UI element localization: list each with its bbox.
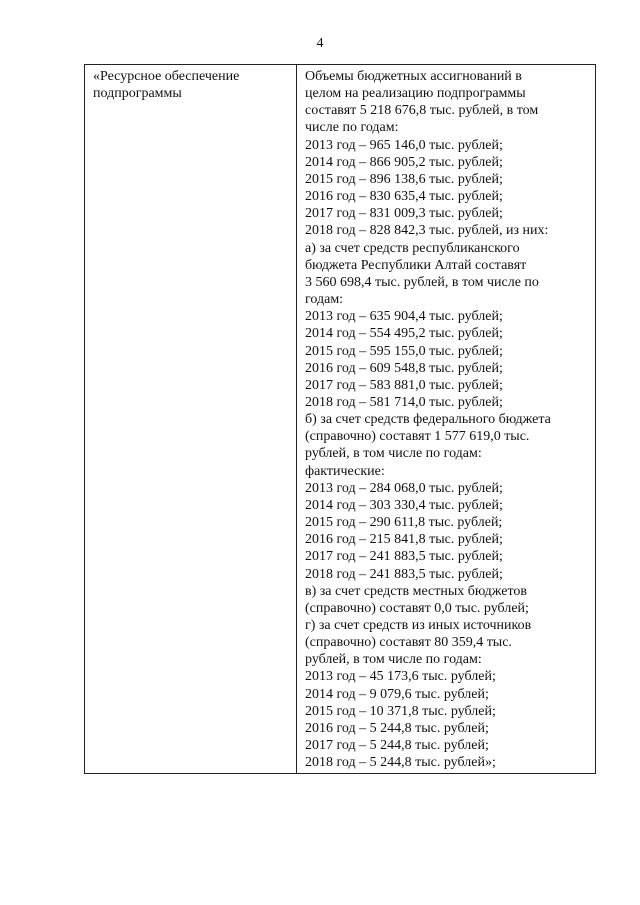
value-line: 2018 год – 241 883,5 тыс. рублей;	[305, 566, 503, 582]
resource-label-cell	[85, 65, 297, 774]
value-line: 2013 год – 45 173,6 тыс. рублей;	[305, 669, 496, 685]
resource-table	[84, 64, 596, 774]
value-line: в) за счет средств местных бюджетов	[305, 583, 528, 599]
value-line: 2015 год – 595 155,0 тыс. рублей;	[305, 343, 503, 359]
value-line: (справочно) составят 80 359,4 тыс.	[305, 635, 512, 651]
value-line: 2013 год – 635 904,4 тыс. рублей;	[305, 309, 503, 325]
value-line: 2017 год – 583 881,0 тыс. рублей;	[305, 377, 503, 393]
value-line: 2017 год – 241 883,5 тыс. рублей;	[305, 549, 503, 565]
value-line: 2018 год – 828 842,3 тыс. рублей, из них:	[305, 223, 549, 239]
value-line: 2016 год – 5 244,8 тыс. рублей;	[305, 720, 489, 736]
value-line: 2015 год – 10 371,8 тыс. рублей;	[305, 703, 496, 719]
label-line: подпрограммы	[93, 86, 182, 102]
value-line: (справочно) составят 1 577 619,0 тыс.	[305, 429, 530, 445]
value-line: 2013 год – 284 068,0 тыс. рублей;	[305, 480, 503, 496]
value-line: 3 560 698,4 тыс. рублей, в том числе по	[305, 274, 539, 290]
value-line: 2016 год – 215 841,8 тыс. рублей;	[305, 532, 503, 548]
value-line: Объемы бюджетных ассигнований в	[305, 69, 522, 84]
value-line: 2018 год – 5 244,8 тыс. рублей»;	[305, 755, 496, 771]
value-line: годам:	[305, 292, 344, 308]
resource-values-cell	[297, 65, 596, 774]
value-line: а) за счет средств республиканского	[305, 240, 520, 256]
value-line: 2015 год – 896 138,6 тыс. рублей;	[305, 171, 503, 187]
value-line: 2014 год – 866 905,2 тыс. рублей;	[305, 154, 503, 170]
value-line: 2018 год – 581 714,0 тыс. рублей;	[305, 394, 503, 410]
value-line: 2016 год – 830 635,4 тыс. рублей;	[305, 189, 503, 205]
value-line: 2014 год – 303 330,4 тыс. рублей;	[305, 497, 503, 513]
page-number: 4	[316, 36, 324, 51]
value-line: 2017 год – 831 009,3 тыс. рублей;	[305, 206, 503, 222]
value-line: 2014 год – 9 079,6 тыс. рублей;	[305, 686, 489, 702]
value-line: г) за счет средств из иных источников	[305, 618, 532, 633]
value-line: составят 5 218 676,8 тыс. рублей, в том	[305, 103, 539, 119]
value-line: 2016 год – 609 548,8 тыс. рублей;	[305, 360, 503, 376]
value-line: целом на реализацию подпрограммы	[305, 86, 526, 102]
value-line: рублей, в том числе по годам:	[305, 652, 482, 668]
value-line: б) за счет средств федерального бюджета	[305, 412, 551, 428]
value-line: 2017 год – 5 244,8 тыс. рублей;	[305, 738, 489, 754]
value-line: 2013 год – 965 146,0 тыс. рублей;	[305, 137, 503, 153]
value-line: 2015 год – 290 611,8 тыс. рублей;	[305, 515, 503, 531]
value-line: 2014 год – 554 495,2 тыс. рублей;	[305, 326, 503, 342]
table-row	[85, 65, 596, 774]
value-line: рублей, в том числе по годам:	[305, 446, 482, 462]
value-line: (справочно) составят 0,0 тыс. рублей;	[305, 600, 529, 616]
label-line: «Ресурсное обеспечение	[93, 69, 240, 84]
value-line: бюджета Республики Алтай составят	[305, 257, 527, 273]
value-line: числе по годам:	[305, 120, 399, 136]
value-line: фактические:	[305, 463, 385, 479]
